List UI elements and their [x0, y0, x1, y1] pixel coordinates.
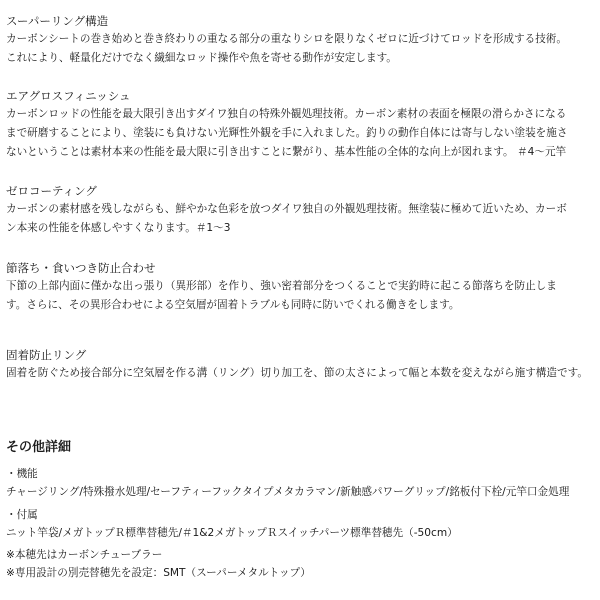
section-super-ring [6, 12, 598, 68]
note-tubular-tip: ※本穂先はカーボンチューブラー [6, 549, 163, 561]
function-label: ・機能 [6, 468, 38, 480]
other-details-heading [6, 439, 598, 457]
other-details-title: その他詳細 [6, 440, 72, 455]
body-line: カーボンシートの巻き始めと巻き終わりの重なる部分の重なりシロを限りなくゼロに近づけてロッドを形成する技術。 [6, 33, 567, 45]
body-line: カーボンの素材感を残しながらも、鮮やかな色彩を放つダイワ独自の外観処理技術。無塗装に極めて近いため、カーボ [6, 203, 567, 215]
section-body [6, 364, 598, 383]
section-body [6, 30, 598, 68]
section-joint-fit [6, 259, 598, 315]
section-air-gloss [6, 87, 598, 162]
body-line: す。さらに、その異形合わせによる空気層が固着トラブルも同時に防いでくれる働きをします。 [6, 299, 460, 311]
body-line: まで研磨することにより、塗装にも負けない光輝性外観を手に入れました。釣りの動作自体には寄与しない塗装を施さ [6, 127, 568, 139]
section-title: ゼロコーティング [6, 184, 97, 198]
function-text: チャージリング/特殊撥水処理/セーフティーフックタイプメタカラマン/新触感パワーグリップ/銘板付下栓/元竿口金処理 [6, 486, 570, 498]
section-body [6, 105, 598, 162]
note-optional-tip: ※専用設計の別売替穂先を設定：SMT（スーパーメタルトップ） [6, 567, 311, 579]
body-line: ないということは素材本来の性能を最大限に引き出すことに繋がり、基本性能の全体的な向上が図れます。 ＃4〜元竿 [6, 146, 567, 158]
section-anti-seize-ring [6, 346, 598, 383]
body-line: ン本来の性能を体感しやすくなります。＃1〜3 [6, 222, 231, 234]
body-line: これにより、軽量化だけでなく繊細なロッド操作や魚を寄せる動作が安定します。 [6, 52, 397, 64]
body-line: 固着を防ぐため接合部分に空気層を作る溝（リング）切り加工を、節の太さによって幅と本数を変えながら施す構造です。 [6, 367, 588, 379]
accessory-text: ニット竿袋/メガトップＲ標準替穂先/＃1&2メガトップＲスイッチパーツ標準替穂先（-50cm） [6, 527, 458, 539]
section-zero-coating [6, 182, 598, 238]
section-title: 固着防止リング [6, 348, 87, 362]
body-line: 下節の上部内面に僅かな出っ張り（異形部）を作り、強い密着部分をつくることで実釣時に起こる節落ちを防止しま [6, 280, 557, 292]
section-body [6, 200, 598, 238]
section-title: エアグロスフィニッシュ [6, 89, 131, 103]
section-title: スーパーリング構造 [6, 14, 109, 28]
section-body [6, 277, 598, 315]
section-title: 節落ち・食いつき防止合わせ [6, 261, 156, 275]
body-line: カーボンロッドの性能を最大限引き出すダイワ独自の特殊外観処理技術。カーボン素材の表面を極限の滑らかさになる [6, 108, 567, 120]
accessory-label: ・付属 [6, 509, 38, 521]
